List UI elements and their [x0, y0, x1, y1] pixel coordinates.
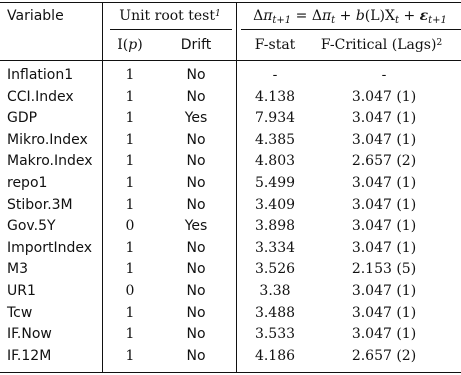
cell-ip: 1	[125, 196, 135, 213]
cell-fcrit: -	[381, 67, 387, 83]
cell-drift: No	[186, 131, 206, 148]
eq-plus-2: +	[399, 8, 420, 24]
cell-fstat: 7.934	[254, 110, 296, 127]
table-row	[0, 325, 461, 343]
cell-ip: 1	[125, 304, 135, 321]
cell-fstat: -	[272, 67, 278, 83]
cell-variable: Makro.Index	[7, 153, 93, 170]
cell-drift: No	[186, 67, 206, 83]
cell-ip: 1	[125, 326, 135, 343]
eq-lhs-pi: π	[263, 8, 273, 24]
cell-fstat: 4.803	[254, 153, 296, 170]
cell-fcrit: 2.153 (5)	[351, 261, 417, 278]
cell-fcrit: 3.047 (1)	[351, 110, 417, 127]
table-row	[0, 131, 461, 149]
cell-variable: UR1	[7, 283, 36, 299]
fcrit-label: F-Critical (Lags)	[320, 37, 437, 53]
cell-drift: No	[186, 88, 206, 105]
eq-lag: (L)X	[364, 8, 395, 24]
eq-b: b	[355, 8, 365, 24]
eq-x-sub: t	[394, 15, 399, 26]
cell-drift: No	[186, 196, 206, 213]
eq-rhs-sub: t	[331, 15, 336, 26]
header-drift: Drift	[180, 37, 212, 53]
cell-ip: 1	[125, 347, 135, 364]
bottom-rule	[0, 372, 461, 373]
cell-variable: ImportIndex	[7, 239, 93, 256]
cell-fstat: 3.898	[254, 218, 296, 235]
ip-suffix: )	[137, 37, 143, 53]
cell-fstat: 3.533	[254, 326, 296, 343]
unit-root-underline	[110, 29, 232, 30]
eq-lhs-sub: t+1	[272, 15, 292, 26]
header-fstat: F-stat	[254, 37, 296, 53]
cell-drift: No	[186, 239, 206, 256]
cell-variable: Gov.5Y	[7, 218, 56, 235]
cell-fstat: 3.38	[259, 283, 291, 299]
eq-equals: =	[291, 8, 312, 24]
cell-drift: No	[186, 261, 206, 278]
table-row	[0, 239, 461, 257]
table-row	[0, 217, 461, 235]
cell-ip: 1	[125, 239, 135, 256]
cell-drift: No	[186, 283, 206, 299]
unit-root-test-label: Unit root test	[119, 8, 215, 24]
cell-fstat: 4.186	[254, 347, 296, 364]
header-ip	[110, 35, 150, 55]
cell-drift: No	[186, 175, 206, 191]
cell-fstat: 3.488	[254, 304, 296, 321]
eq-plus-1: +	[335, 8, 356, 24]
cell-ip: 1	[125, 67, 135, 83]
eq-eps: ε	[419, 8, 429, 24]
cell-ip: 1	[125, 153, 135, 170]
cell-drift: No	[186, 304, 206, 321]
cell-fstat: 3.334	[254, 239, 296, 256]
fcrit-footnote: 2	[436, 38, 443, 48]
table-row	[0, 304, 461, 322]
table-row	[0, 174, 461, 192]
cell-variable: M3	[7, 261, 28, 278]
table-row	[0, 282, 461, 300]
cell-drift: Yes	[184, 218, 208, 235]
table-row	[0, 347, 461, 365]
header-fcrit	[302, 35, 461, 55]
cell-fstat: 3.526	[254, 261, 296, 278]
ip-var: p	[128, 37, 138, 53]
cell-ip: 1	[125, 261, 135, 278]
cell-ip: 0	[125, 218, 135, 235]
cell-fcrit: 3.047 (1)	[351, 218, 417, 235]
eq-lhs-delta: Δ	[253, 8, 264, 24]
cell-fcrit: 3.047 (1)	[351, 239, 417, 256]
header-bottom-rule	[0, 60, 461, 61]
table-row	[0, 88, 461, 106]
unit-root-test-footnote: 1	[214, 9, 221, 19]
cell-drift: Yes	[184, 110, 208, 127]
header-equation	[239, 6, 461, 26]
ip-prefix: I(	[117, 37, 129, 53]
cell-fstat: 4.385	[254, 131, 296, 148]
cell-ip: 0	[125, 283, 135, 299]
cell-fstat: 4.138	[254, 88, 296, 105]
table-row	[0, 260, 461, 278]
cell-variable: CCI.Index	[7, 88, 74, 105]
header-variable: Variable	[7, 8, 64, 24]
eq-rhs-delta: Δ	[311, 8, 322, 24]
cell-variable: repo1	[7, 175, 48, 191]
cell-fcrit: 3.047 (1)	[351, 326, 417, 343]
cell-fstat: 5.499	[254, 175, 296, 191]
cell-drift: No	[186, 347, 206, 364]
eq-eps-sub: t+1	[428, 15, 447, 26]
cell-variable: Stibor.3M	[7, 196, 73, 213]
cell-fcrit: 3.047 (1)	[351, 131, 417, 148]
cell-fcrit: 3.047 (1)	[351, 283, 417, 299]
table-row	[0, 196, 461, 214]
cell-variable: Mikro.Index	[7, 131, 88, 148]
cell-fcrit: 3.047 (1)	[351, 175, 417, 191]
cell-drift: No	[186, 153, 206, 170]
table-row	[0, 66, 461, 84]
table-row	[0, 152, 461, 170]
cell-drift: No	[186, 326, 206, 343]
cell-variable: Tcw	[7, 304, 33, 321]
cell-ip: 1	[125, 110, 135, 127]
cell-ip: 1	[125, 131, 135, 148]
cell-ip: 1	[125, 175, 135, 191]
cell-fcrit: 2.657 (2)	[351, 347, 417, 364]
cell-fcrit: 2.657 (2)	[351, 153, 417, 170]
eq-rhs-pi: π	[321, 8, 332, 24]
table-row	[0, 109, 461, 127]
top-rule	[0, 2, 461, 3]
cell-variable: Inflation1	[7, 67, 74, 83]
cell-variable: IF.12M	[7, 347, 52, 364]
cell-variable: GDP	[7, 110, 38, 127]
cell-fstat: 3.409	[254, 196, 296, 213]
cell-fcrit: 3.047 (1)	[351, 304, 417, 321]
cell-fcrit: 3.047 (1)	[351, 88, 417, 105]
cell-ip: 1	[125, 88, 135, 105]
cell-fcrit: 3.047 (1)	[351, 196, 417, 213]
header-unit-root-test	[110, 6, 230, 26]
equation-underline	[241, 29, 461, 30]
cell-variable: IF.Now	[7, 326, 52, 343]
